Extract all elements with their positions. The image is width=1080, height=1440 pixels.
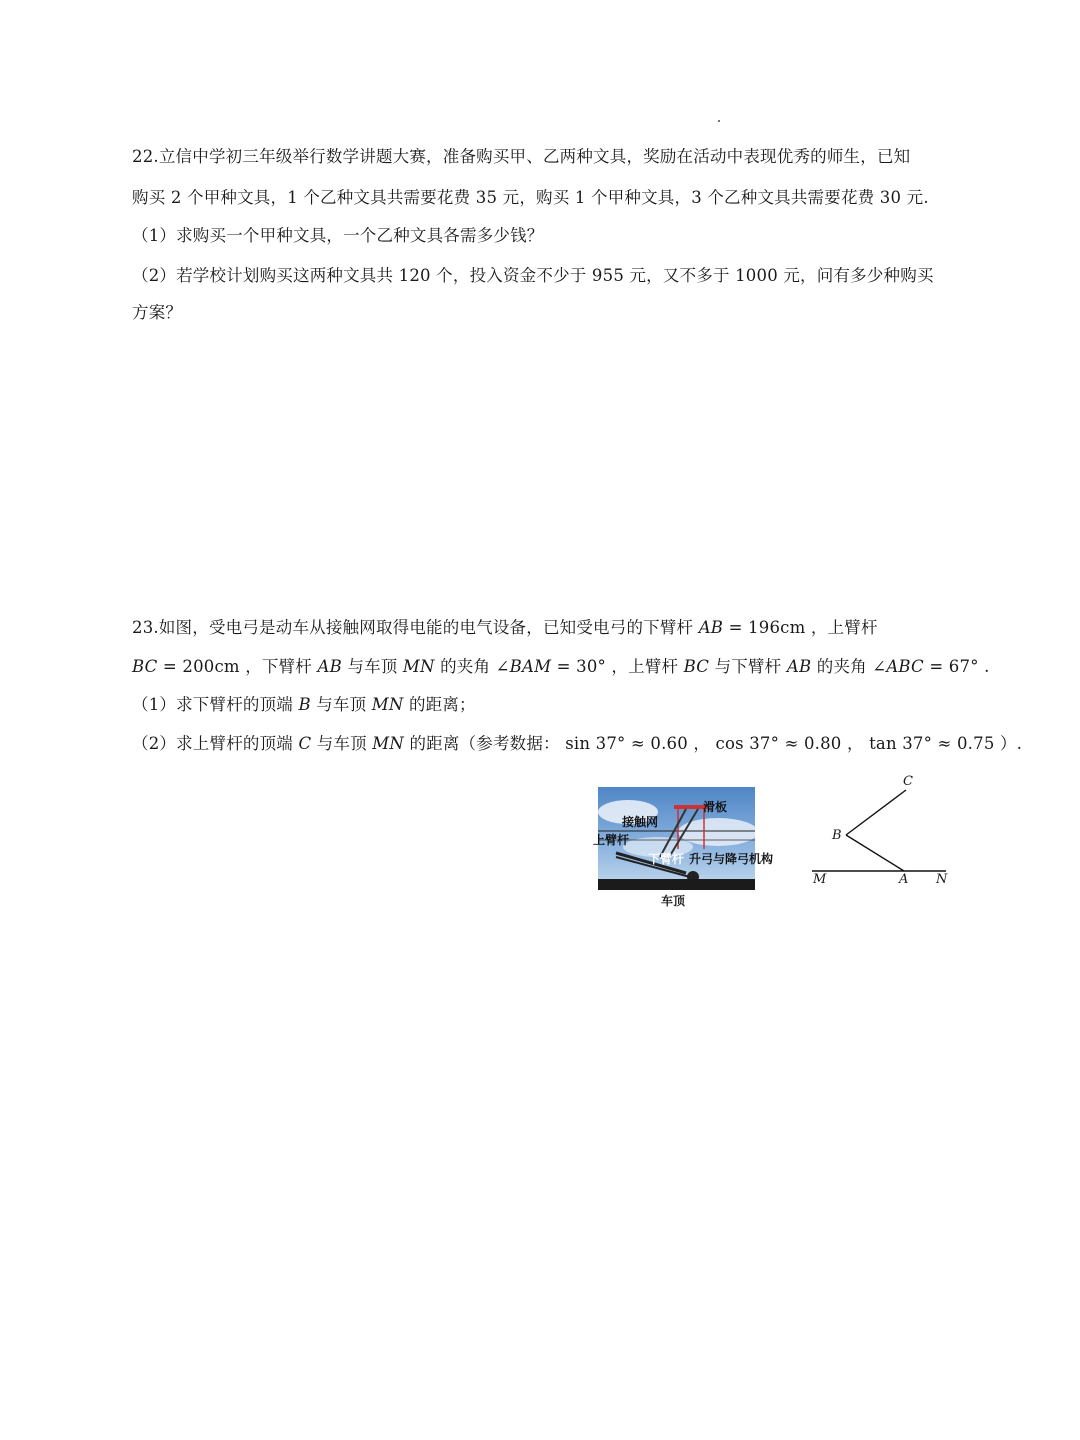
point-c: C — [298, 734, 312, 753]
segment-bc: BC — [132, 657, 158, 676]
q23-text: = 196cm ，上臂杆 — [723, 618, 878, 637]
q23-part-1 — [132, 694, 962, 716]
label-point-a: A — [899, 872, 909, 887]
q23-text: 的距离（参考数据： sin 37° ≈ 0.60 ， cos 37° ≈ 0.80 ， tan 37° ≈ 0.75 ）. — [404, 734, 1023, 753]
label-point-n: N — [936, 872, 948, 887]
segment-ab: AB — [698, 618, 724, 637]
q23-text: = 200cm ，下臂杆 — [157, 657, 318, 676]
segment-ab: AB — [317, 657, 342, 676]
angle-abc: ABC — [886, 657, 924, 676]
q22-part-2-line-2: 方案？ — [132, 303, 183, 322]
label-point-c: C — [903, 774, 913, 789]
q23-text: 与车顶 — [310, 695, 372, 714]
q23-line-1 — [132, 617, 962, 639]
q23-text: （2）求上臂杆的顶端 — [132, 734, 299, 753]
label-mechanism: 升弓与降弓机构 — [689, 852, 774, 866]
label-catenary: 接触网 — [622, 815, 659, 829]
q23-text: = 30° ，上臂杆 — [551, 657, 684, 676]
geometry-figure — [808, 770, 958, 895]
label-point-b: B — [832, 828, 842, 843]
segment-mn: MN — [372, 734, 405, 753]
q23-part-2 — [132, 733, 1023, 755]
segment-ab-line — [846, 835, 904, 871]
q23-text: 与下臂杆 — [709, 657, 787, 676]
segment-bc: BC — [683, 657, 710, 676]
q23-line-2 — [132, 656, 990, 678]
q23-text: 与车顶 — [341, 657, 403, 676]
q23-text: 的夹角 ∠ — [811, 657, 887, 676]
q22-line-2: 购买 2 个甲种文具，1 个乙种文具共需要花费 35 元，购买 1 个甲种文具，3 个乙种文具共需要花费 30 元. — [132, 188, 929, 207]
q23-text: = 67° . — [923, 657, 990, 676]
segment-mn: MN — [402, 657, 435, 676]
segment-ab: AB — [786, 657, 812, 676]
q23-text: 的距离； — [403, 695, 476, 714]
segment-bc-line — [846, 790, 906, 835]
q22-line-1: 22.立信中学初三年级举行数学讲题大赛，准备购买甲、乙两种文具，奖励在活动中表现优秀的师生，已知 — [132, 147, 911, 166]
label-roof: 车顶 — [661, 894, 686, 908]
point-b: B — [298, 695, 311, 714]
q23-text: 23.如图，受电弓是动车从接触网取得电能的电气设备，已知受电弓的下臂杆 — [132, 618, 699, 637]
segment-mn: MN — [371, 695, 404, 714]
q23-text: 的夹角 ∠ — [434, 657, 510, 676]
q22-part-2-line-1: （2）若学校计划购买这两种文具共 120 个，投入资金不少于 955 元，又不多于 1000 元，问有多少种购买 — [132, 266, 934, 285]
label-lower-arm: 下臂杆 — [648, 852, 685, 866]
angle-bam: BAM — [509, 657, 552, 676]
q22-part-1: （1）求购买一个甲种文具，一个乙种文具各需多少钱？ — [132, 226, 544, 245]
label-slider: 滑板 — [703, 800, 728, 814]
q23-text: （1）求下臂杆的顶端 — [132, 695, 299, 714]
q23-text: 与车顶 — [311, 734, 373, 753]
label-upper-arm: 上臂杆 — [593, 833, 630, 847]
label-point-m: M — [813, 872, 827, 887]
scan-speck — [718, 120, 720, 122]
